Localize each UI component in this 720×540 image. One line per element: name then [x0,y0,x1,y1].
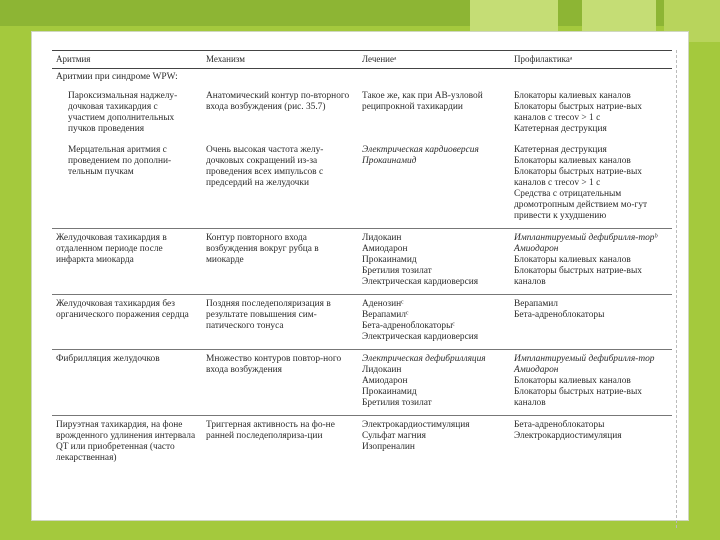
cell-treatment [358,349,510,415]
treatment-item: Прокаинамид [362,387,417,397]
cell-mechanism: Контур повторного входа возбуждения вокруг рубца в миокарде [202,228,358,294]
treatment-item: Прокаинамид [362,255,417,265]
cell-prevention [510,349,672,415]
prevention-item: Имплантируемый дефибрилля-торᵇ [514,233,657,243]
treatment-item: Бретилия тозилат [362,398,432,408]
prevention-item: Имплантируемый дефибрилля-тор [514,354,655,364]
prevention-item: Блокаторы быстрых натрие-вых каналов [514,266,642,287]
cell-treatment [358,141,510,228]
treatment-item: Сульфат магния [362,431,426,441]
column-header-arrhythmia: Аритмия [52,50,202,69]
prevention-item: Блокаторы быстрых натрие-вых каналов [514,387,642,408]
prevention-item: Блокаторы калиевых каналов [514,376,631,386]
prevention-item: Электрокардиостимуляция [514,431,622,441]
prevention-item: Верапамил [514,299,558,309]
group-heading-wpw: Аритмии при синдроме WPW: [56,72,178,82]
scanned-table-page [52,50,672,528]
treatment-item: Такое же, как при АВ-узловой реципрокной тахикардии [362,91,483,112]
treatment-item: Электрокардиостимуляция [362,420,470,430]
prevention-item: Катетерная деструкция [514,124,607,134]
treatment-item: Электрическая кардиоверсия [362,332,479,342]
cell-mechanism: Триггерная активность на фо-не ранней последеполяриза-ции [202,415,358,470]
prevention-item: Бета-адреноблокаторы [514,420,605,430]
treatment-item: Верапамилᶜ [362,310,409,320]
treatment-item: Лидокаин [362,233,402,243]
treatment-item: Бретилия тозилат [362,266,432,276]
cell-treatment [358,228,510,294]
cell-arrhythmia: Пароксизмальная наджелу-дочковая тахикардия с участием дополнительных пучков проведения [68,91,178,134]
prevention-item: Бета-адреноблокаторы [514,310,605,320]
arrhythmia-table [52,50,672,470]
cell-prevention [510,415,672,470]
treatment-item: Амиодарон [362,244,408,254]
cell-arrhythmia: Мерцательная аритмия с проведением по дополни-тельным пучкам [68,145,172,177]
treatment-item: Электрическая кардиоверсия [362,145,479,155]
prevention-item: Блокаторы быстрых натрие-вых каналов с τrecov > 1 с [514,102,642,123]
treatment-item: Аденозинᶜ [362,299,404,309]
cell-prevention [510,228,672,294]
cell-treatment [358,415,510,470]
slide [32,32,688,520]
treatment-item: Изопреналин [362,442,415,452]
prevention-item: Амиодарон [514,365,559,375]
cell-prevention [510,87,672,141]
treatment-item: Лидокаин [362,365,402,375]
column-header-treatment: Лечениеᵃ [358,50,510,69]
cell-arrhythmia: Желудочковая тахикардия в отдаленном периоде после инфаркта миокарда [52,228,202,294]
treatment-item: Электрическая дефибрилляция [362,354,486,364]
prevention-item: Блокаторы быстрых натрие-вых каналов с τrecov > 1 с [514,167,642,188]
treatment-item: Амиодарон [362,376,408,386]
column-header-prevention: Профилактикаᵃ [510,50,672,69]
prevention-item: Блокаторы калиевых каналов [514,156,631,166]
page-edge-rule [676,50,677,528]
prevention-item: Катетерная деструкция [514,145,607,155]
column-header-mechanism: Механизм [202,50,358,69]
prevention-item: Амиодарон [514,244,559,254]
cell-mechanism: Анатомический контур по-вторного входа возбуждения (рис. 35.7) [206,91,350,112]
cell-treatment [358,87,510,141]
cell-treatment [358,294,510,349]
cell-arrhythmia: Желудочковая тахикардия без органического поражения сердца [52,294,202,349]
cell-mechanism: Множество контуров повтор-ного входа возбуждения [202,349,358,415]
prevention-item: Блокаторы калиевых каналов [514,91,631,101]
prevention-item: Блокаторы калиевых каналов [514,255,631,265]
treatment-item: Прокаинамид [362,156,417,166]
treatment-item: Бета-адреноблокаторыᶜ [362,321,455,331]
cell-mechanism: Поздняя последеполяризация в результате повышения сим-патического тонуса [202,294,358,349]
cell-prevention [510,141,672,228]
prevention-item: Средства с отрицательным дромотропным действием мо-гут привести к ухудшению [514,189,648,221]
cell-mechanism: Очень высокая частота желу-дочковых сокращений из-за проведения всех импульсов с предсердий на желудочки [206,145,324,188]
cell-arrhythmia: Пируэтная тахикардия, на фоне врожденного удлинения интервала QT или приобретенная (часто лекарственная) [52,415,202,470]
cell-prevention [510,294,672,349]
treatment-item: Электрическая кардиоверсия [362,277,479,287]
cell-arrhythmia: Фибрилляция желудочков [52,349,202,415]
